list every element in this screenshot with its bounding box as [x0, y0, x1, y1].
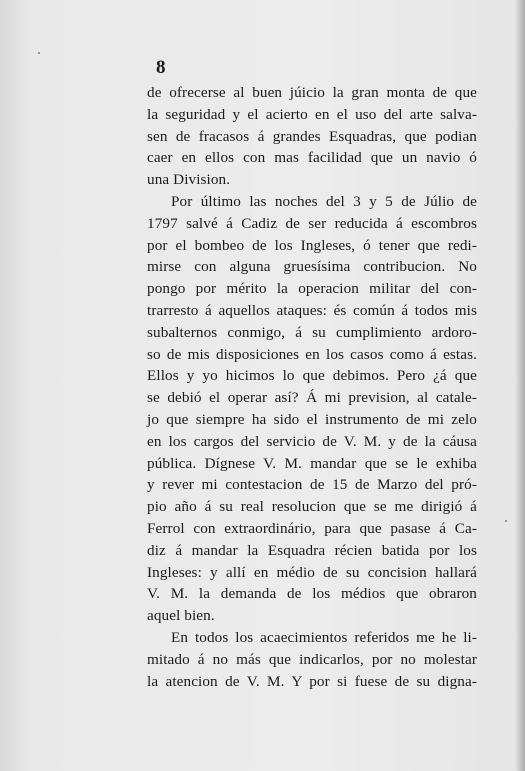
text-line: en los cargos del servicio de V. M. y de la cáusa [147, 432, 477, 450]
text-line: jo que siempre ha sido el instrumento de mi zelo [147, 410, 477, 428]
text-line: so de mis disposiciones en los casos como á estas. [147, 345, 477, 363]
text-line: se debió el operar así? Á mi prevision, al catale- [147, 389, 477, 407]
text-line: de ofrecerse al buen júicio la gran monta de que [147, 84, 477, 101]
text-line: sen de fracasos á grandes Esquadras, que podian [147, 127, 477, 145]
text-line: diz á mandar la Esquadra récien batida por los [147, 541, 477, 559]
text-line: la seguridad y el acierto en el uso del arte salva- [147, 105, 477, 123]
text-line: una Division. [147, 171, 231, 189]
text-line: pio año á su real resolucion que se me dirigió á [147, 498, 477, 516]
text-line: Ellos y yo hicimos lo que debimos. Pero ¿á que [147, 367, 477, 385]
text-line: trarresto á aquellos ataques: és común á todos mis [147, 301, 477, 319]
paper-speck [505, 520, 507, 522]
text-line: En todos los acaecimientos referidos me he li- [171, 628, 477, 646]
text-line: Por último las noches del 3 y 5 de Júlio de [171, 192, 477, 210]
text-line: caer en ellos con mas facilidad que un navio ó [147, 149, 477, 167]
text-line: la atencion de V. M. Y por si fuese de su digna- [147, 672, 477, 690]
text-line: mitado á no más que indicarlos, por no molestar [147, 650, 477, 668]
page-gutter-shadow [515, 0, 525, 771]
text-line: subalternos conmigo, á su cumplimiento ardoro- [147, 323, 477, 341]
text-line: aquel bien. [147, 607, 215, 625]
page-number: 8 [156, 57, 166, 78]
text-line: por el bombeo de los Ingleses, ó tener que redi- [147, 236, 477, 254]
text-line: Ingleses: y allí en médio de su concision hallará [147, 563, 477, 581]
text-line: Ferrol con extraordinário, para que pasase á Ca- [147, 519, 477, 537]
text-line: pongo por mérito la operacion militar del con- [147, 280, 477, 298]
text-line: V. M. la demanda de los médios que obraron [147, 585, 477, 603]
body-text [147, 82, 477, 692]
text-line: 1797 salvé á Cadiz de ser reducida á escombros [147, 214, 477, 232]
text-line: mirse con alguna gruesísima contribucion. No [147, 258, 477, 276]
text-line: pública. Dígnese V. M. mandar que se le exhiba [147, 454, 477, 472]
paper-speck [38, 52, 40, 54]
text-line: y rever mi contestacion de 15 de Marzo del pró- [147, 476, 477, 494]
